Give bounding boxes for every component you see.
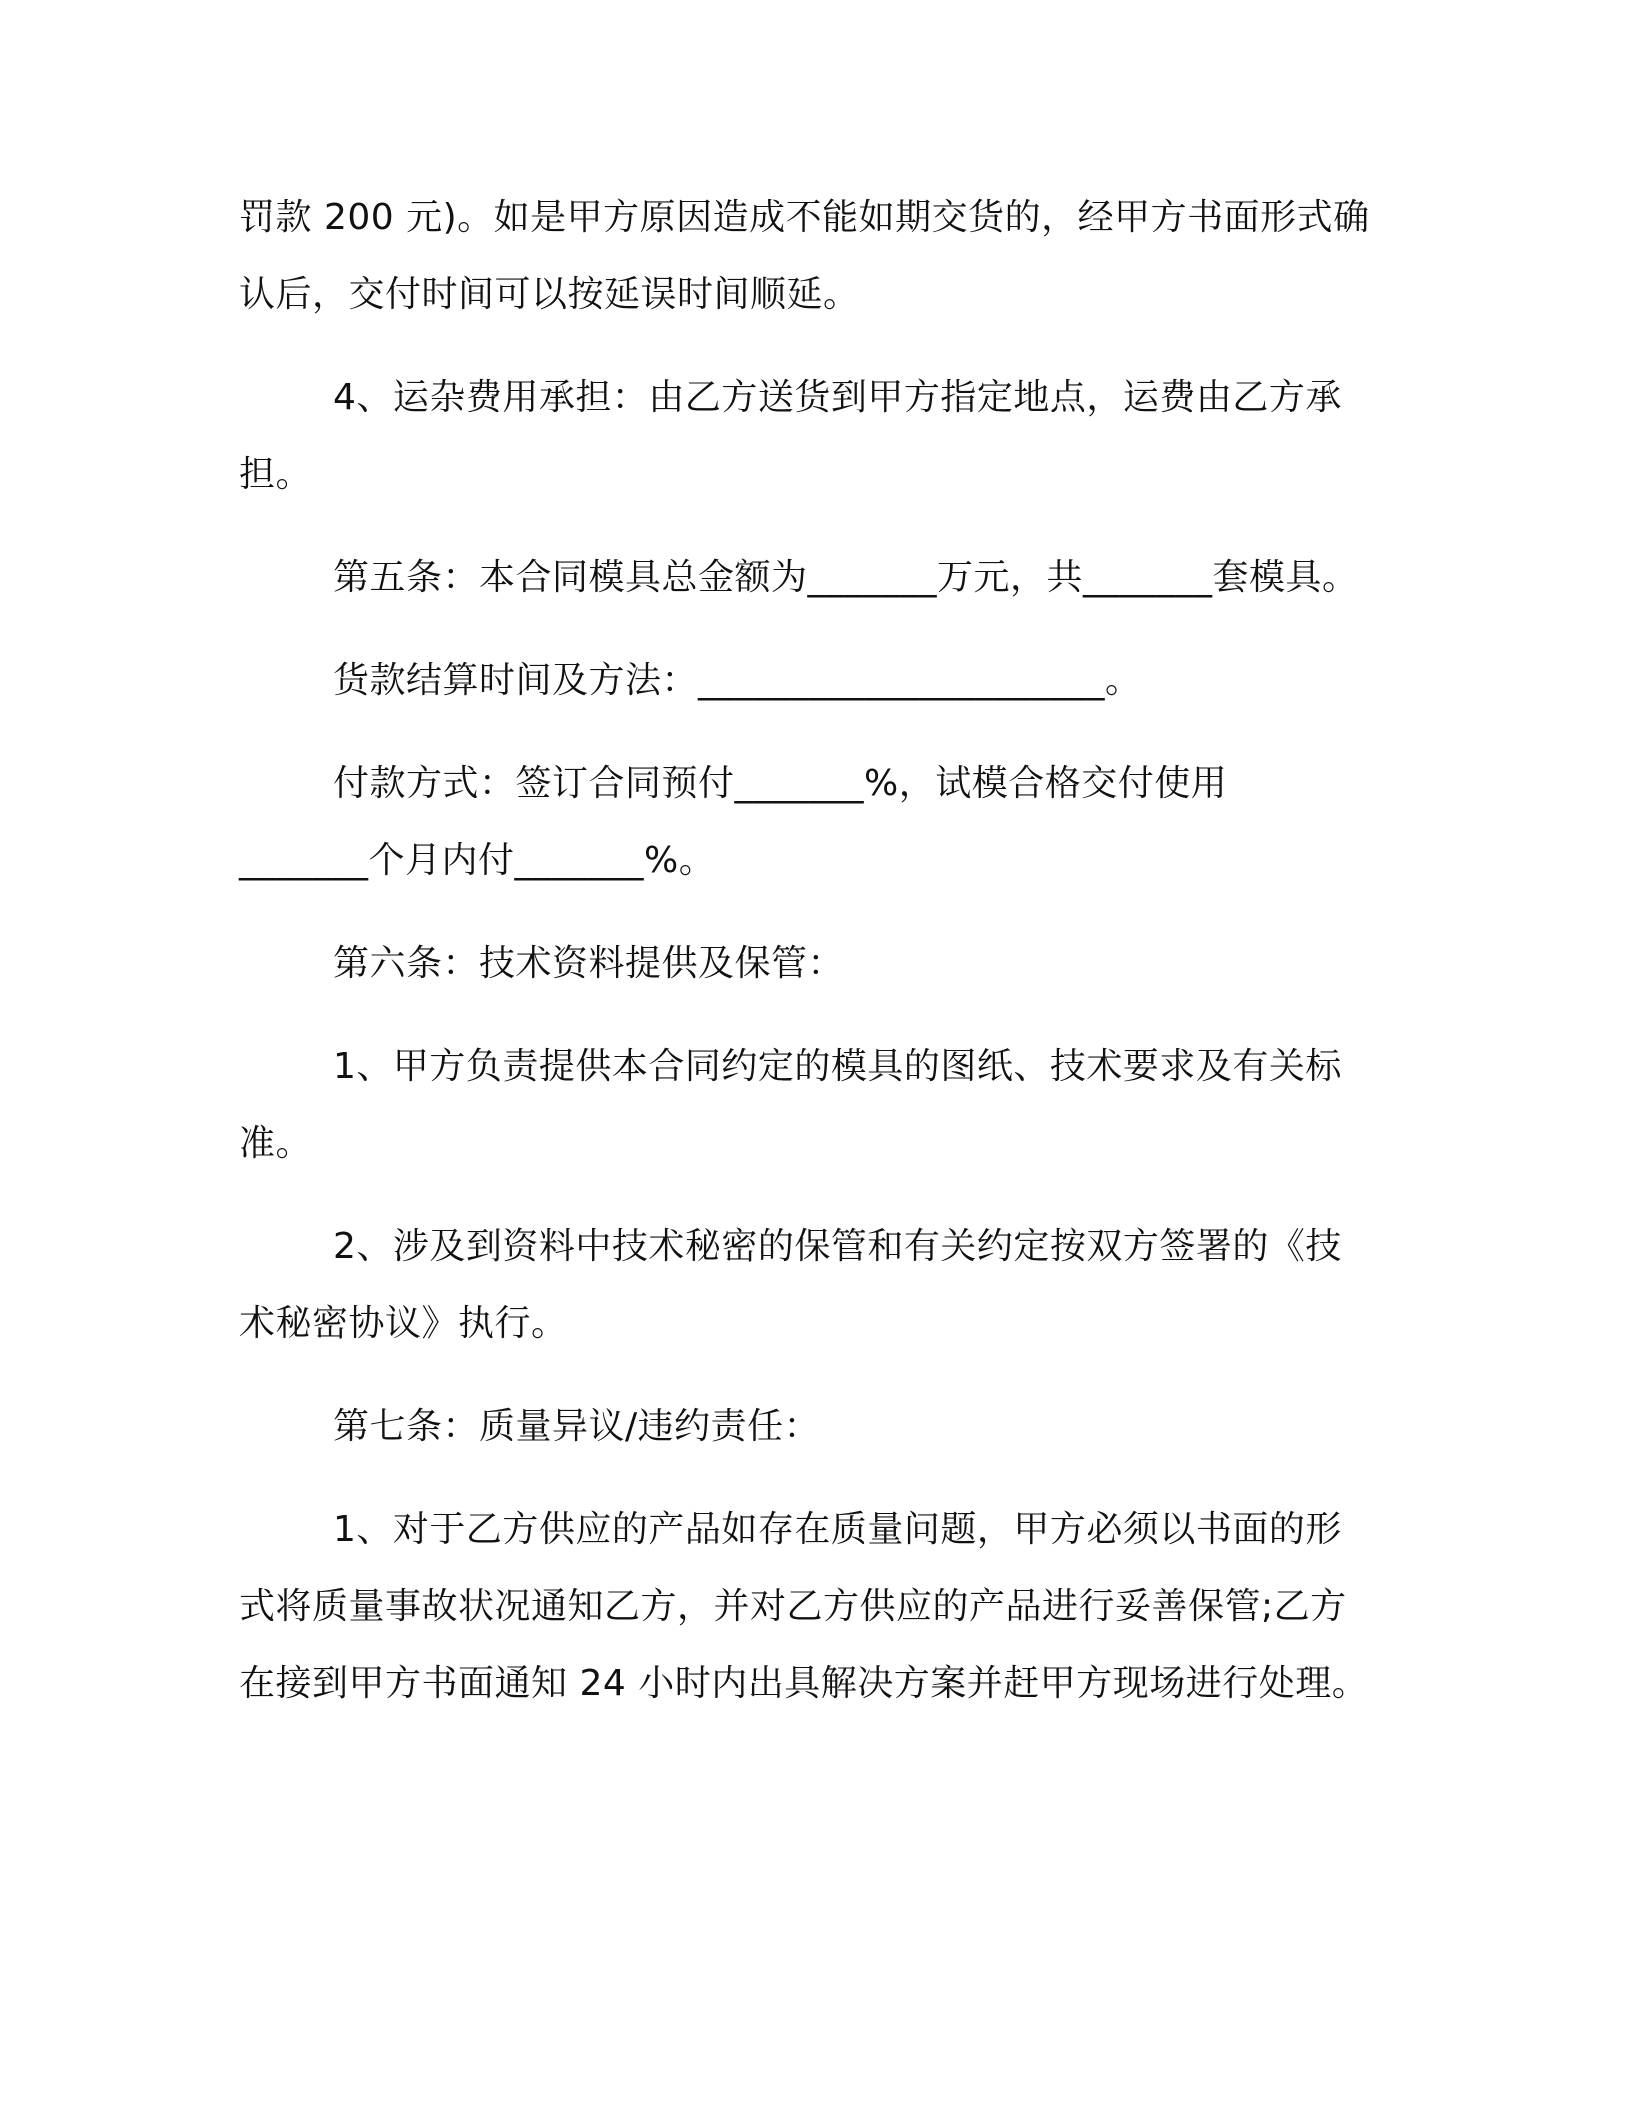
text-line: 2、涉及到资料中技术秘密的保管和有关约定按双方签署的《技 (333, 1226, 1342, 1267)
text-line: 准。 (239, 1123, 313, 1164)
section-heading: 第七条：质量异议/违约责任： (333, 1406, 821, 1447)
text-line: 付款方式：签订合同预付_______%，试模合格交付使用 (333, 763, 1228, 804)
text-line: 货款结算时间及方法：______________________。 (333, 660, 1142, 701)
text-line: 术秘密协议》执行。 (239, 1303, 568, 1344)
text-line: 担。 (239, 454, 313, 495)
text-line: 在接到甲方书面通知 24 小时内出具解决方案并赶甲方现场进行处理。 (239, 1663, 1369, 1704)
text-line: 4、运杂费用承担：由乙方送货到甲方指定地点，运费由乙方承 (333, 377, 1342, 418)
text-line: 式将质量事故状况通知乙方，并对乙方供应的产品进行妥善保管;乙方 (239, 1586, 1347, 1627)
text-line: 认后，交付时间可以按延误时间顺延。 (239, 274, 860, 315)
section-heading: 第六条：技术资料提供及保管： (333, 943, 845, 984)
text-line: 1、对于乙方供应的产品如存在质量问题，甲方必须以书面的形 (333, 1509, 1342, 1550)
text-line: 罚款 200 元)。如是甲方原因造成不能如期交货的，经甲方书面形式确 (239, 197, 1370, 238)
text-line: 1、甲方负责提供本合同约定的模具的图纸、技术要求及有关标 (333, 1046, 1342, 1087)
text-line: 第五条：本合同模具总金额为_______万元，共_______套模具。 (333, 557, 1359, 598)
text-line: _______个月内付_______%。 (239, 840, 716, 881)
